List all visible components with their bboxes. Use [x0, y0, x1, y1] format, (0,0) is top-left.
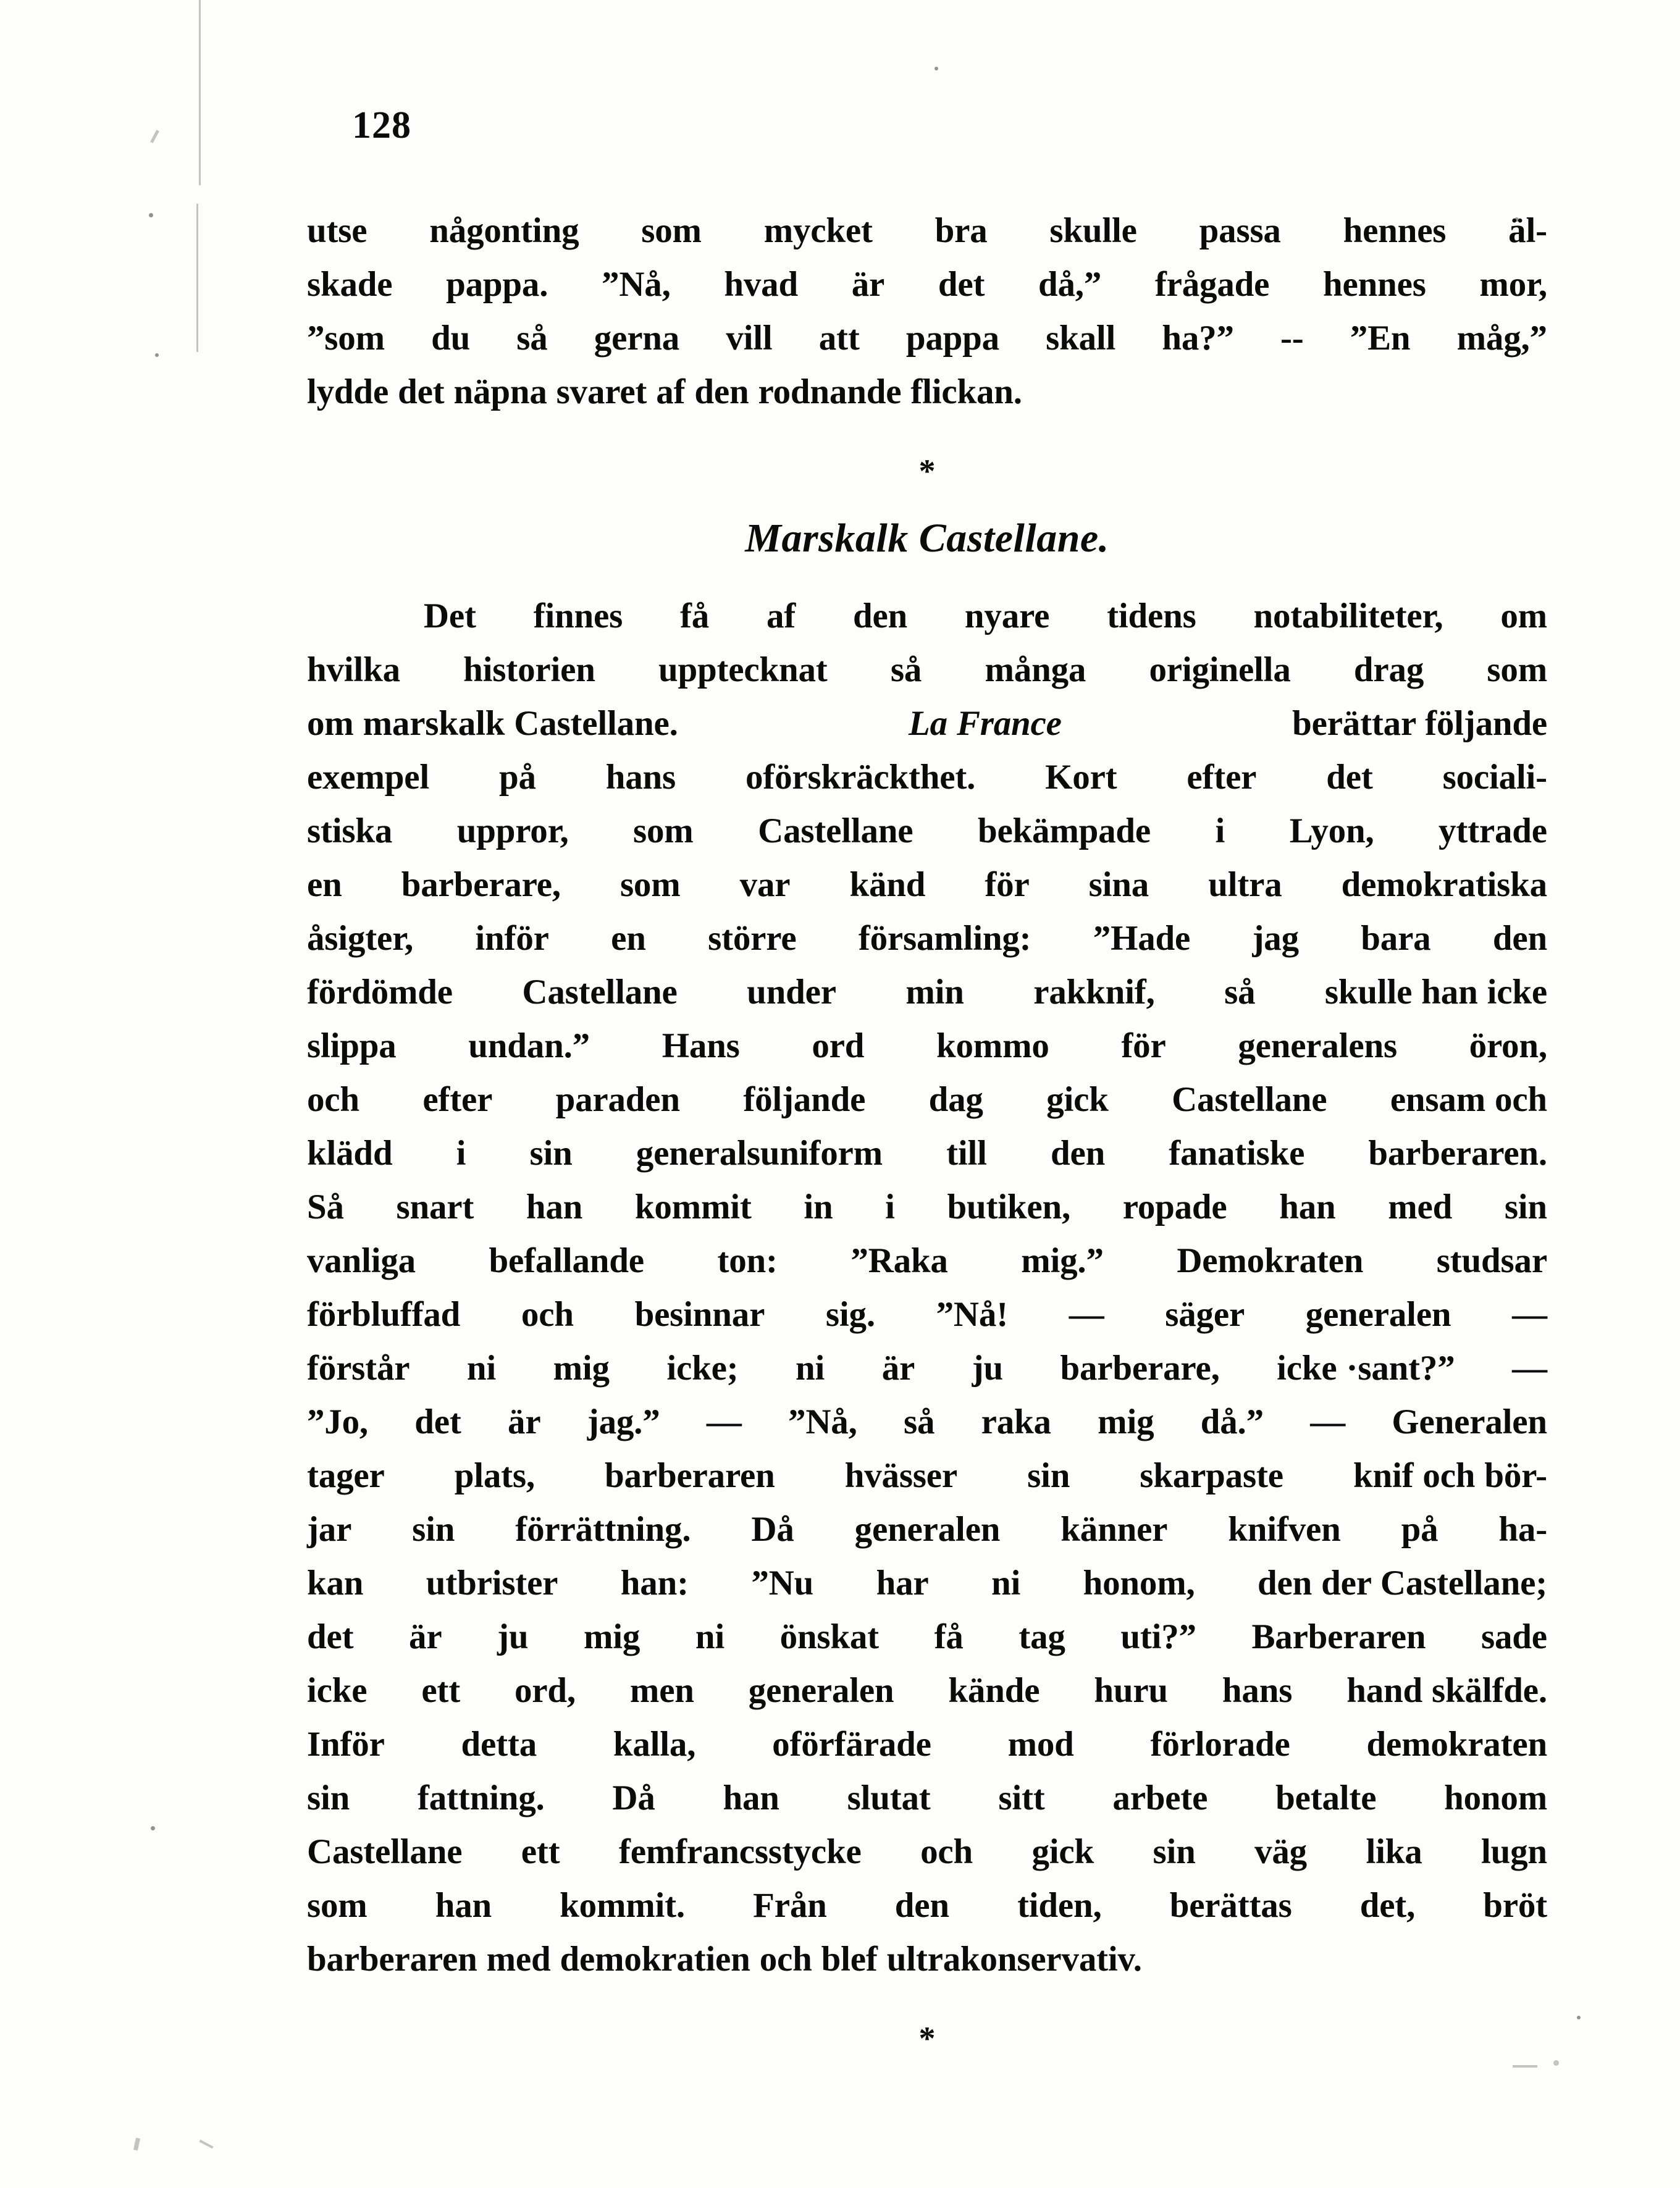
text-line: tager plats, barberaren hvässer sin skarpaste knif och bör- [307, 1456, 1547, 1495]
asterisk-divider-bottom: * [918, 2020, 936, 2057]
text-line: lydde det näpna svaret af den rodnande flickan. [307, 372, 1022, 411]
asterisk-divider-top: * [918, 453, 936, 490]
text-line: och efter paraden följande dag gick Castellane ensam och [307, 1080, 1547, 1119]
text-line: jar sin förrättning. Då generalen känner knifven på ha- [307, 1510, 1547, 1549]
italic-source-name: La France [908, 704, 1062, 743]
text-line: barberaren med demokratien och blef ultrakonservativ. [307, 1940, 1142, 1979]
spacer [307, 419, 1547, 455]
text-line: ”Jo, det är jag.” — ”Nå, så raka mig då.” — Generalen [307, 1402, 1547, 1441]
paragraph-indent [307, 589, 366, 643]
text-line: fördömde Castellane under min rakknif, så skulle han icke [307, 973, 1547, 1012]
page-number: 128 [352, 104, 411, 146]
text-line: klädd i sin generalsuniform till den fanatiske barberaren. [307, 1134, 1547, 1173]
text-line: en barberare, som var känd för sina ultra demokratiska [307, 865, 1547, 904]
text-line: stiska uppror, som Castellane bekämpade i Lyon, yttrade [307, 811, 1547, 850]
spacer [307, 488, 1547, 515]
text-line: vanliga befallande ton: ”Raka mig.” Demokraten studsar [307, 1241, 1547, 1280]
text-line: hvilka historien upptecknat så många originella drag som [307, 650, 1547, 689]
text-line: sin fattning. Då han slutat sitt arbete betalte honom [307, 1779, 1547, 1817]
text-line: icke ett ord, men generalen kände huru hans hand skälfde. [307, 1671, 1547, 1710]
spacer [307, 1986, 1547, 2022]
text-line: det är ju mig ni önskat få tag uti?” Barberaren sade [307, 1617, 1547, 1656]
text-line: utse någonting som mycket bra skulle passa hennes äl- [307, 211, 1547, 250]
text-line: Inför detta kalla, oförfärade mod förlorade demokraten [307, 1725, 1547, 1764]
text-line: slippa undan.” Hans ord kommo för generalens öron, [307, 1026, 1547, 1065]
text-line: förstår ni mig icke; ni är ju barberare, icke ·sant?” — [307, 1349, 1547, 1388]
top-paragraph [307, 204, 1547, 419]
body-paragraph [307, 589, 1547, 1986]
text-line: ”som du så gerna vill att pappa skall ha?” -- ”En måg,” [307, 319, 1547, 358]
text-line: som han kommit. Från den tiden, berättas det, bröt [307, 1886, 1547, 1925]
text-column [307, 204, 1547, 2055]
section-title: Marskalk Castellane. [745, 516, 1109, 561]
text-line: förbluffad och besinnar sig. ”Nå! — säger generalen — [307, 1295, 1547, 1334]
text-line: Det finnes få af den nyare tidens notabiliteter, om [307, 589, 1547, 643]
text-line: skade pappa. ”Nå, hvad är det då,” frågade hennes mor, [307, 265, 1547, 304]
text-line: om marskalk Castellane. La France berättar följande [307, 697, 1547, 750]
text-line: åsigter, inför en större församling: ”Hade jag bara den [307, 919, 1547, 958]
spacer [307, 562, 1547, 589]
text-line: kan utbrister han: ”Nu har ni honom, den der Castellane; [307, 1564, 1547, 1603]
text-line: exempel på hans oförskräckthet. Kort efter det sociali- [307, 758, 1547, 797]
text-line: Så snart han kommit in i butiken, ropade han med sin [307, 1188, 1547, 1226]
text-line: Castellane ett femfrancsstycke och gick sin väg lika lugn [307, 1832, 1547, 1871]
